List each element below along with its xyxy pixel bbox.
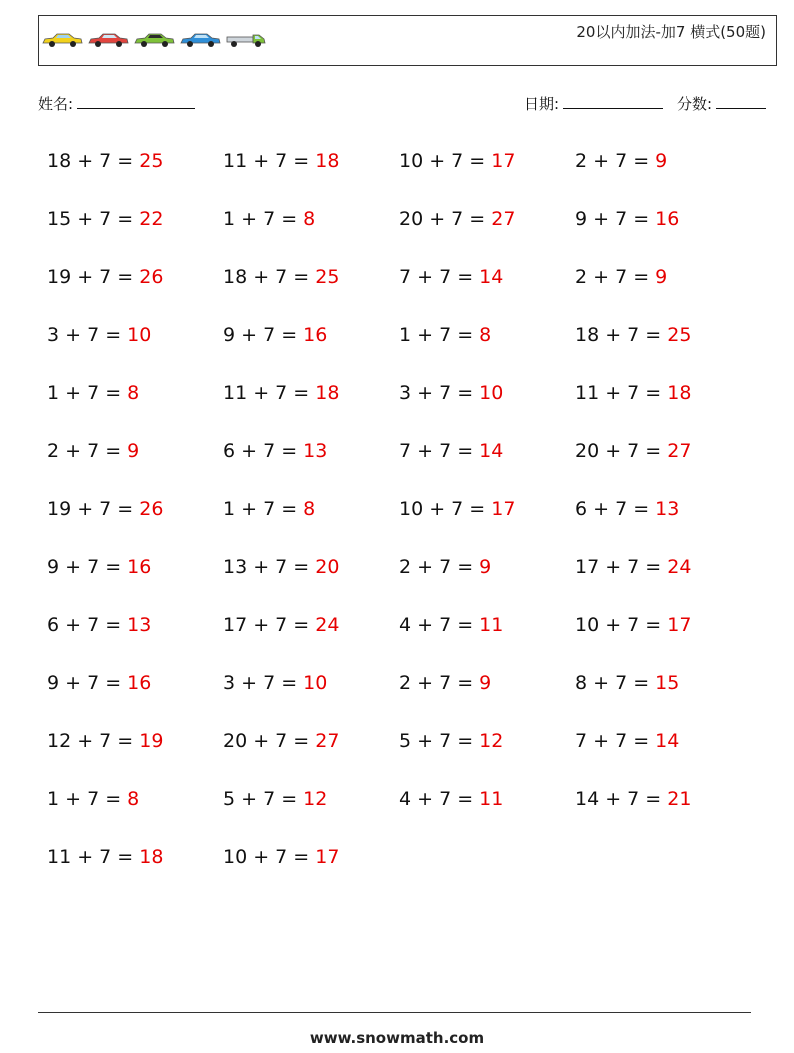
problem-item bbox=[575, 724, 745, 758]
problem-answer: 20 bbox=[315, 556, 340, 578]
problem-question: 2 + 7 = bbox=[399, 672, 474, 694]
problem-item bbox=[575, 608, 745, 642]
problem-answer: 17 bbox=[667, 614, 692, 636]
problem-question: 1 + 7 = bbox=[47, 788, 122, 810]
problem-item bbox=[399, 434, 569, 468]
problem-answer: 11 bbox=[479, 788, 504, 810]
date-input-line[interactable] bbox=[563, 94, 663, 109]
problem-item bbox=[223, 782, 393, 816]
problem-item bbox=[223, 608, 393, 642]
problem-answer: 17 bbox=[491, 498, 516, 520]
problem-question: 11 + 7 = bbox=[223, 382, 310, 404]
problem-item bbox=[399, 376, 569, 410]
problem-item bbox=[399, 492, 569, 526]
blue-car-icon bbox=[179, 31, 221, 49]
problem-answer: 9 bbox=[127, 440, 140, 462]
score-input-line[interactable] bbox=[716, 94, 766, 109]
problem-answer: 16 bbox=[303, 324, 328, 346]
problem-question: 8 + 7 = bbox=[575, 672, 650, 694]
problem-item bbox=[575, 434, 745, 468]
red-car-icon bbox=[87, 31, 129, 49]
problem-answer: 19 bbox=[139, 730, 164, 752]
problem-question: 13 + 7 = bbox=[223, 556, 310, 578]
problem-answer: 16 bbox=[127, 556, 152, 578]
problem-item bbox=[223, 550, 393, 584]
problem-question: 5 + 7 = bbox=[399, 730, 474, 752]
problem-question: 18 + 7 = bbox=[47, 150, 134, 172]
problem-answer: 18 bbox=[667, 382, 692, 404]
problem-item bbox=[399, 782, 569, 816]
problem-item bbox=[47, 608, 217, 642]
date-label: 日期: bbox=[524, 95, 560, 113]
problem-item bbox=[47, 724, 217, 758]
problem-question: 19 + 7 = bbox=[47, 266, 134, 288]
problem-answer: 25 bbox=[139, 150, 164, 172]
problem-question: 12 + 7 = bbox=[47, 730, 134, 752]
problem-question: 11 + 7 = bbox=[47, 846, 134, 868]
problem-answer: 13 bbox=[303, 440, 328, 462]
problem-question: 10 + 7 = bbox=[223, 846, 310, 868]
problem-answer: 12 bbox=[479, 730, 504, 752]
problem-answer: 24 bbox=[315, 614, 340, 636]
problem-answer: 14 bbox=[479, 266, 504, 288]
problem-answer: 14 bbox=[655, 730, 680, 752]
problem-question: 3 + 7 = bbox=[47, 324, 122, 346]
footer-url: www.snowmath.com bbox=[309, 1029, 485, 1047]
problem-answer: 22 bbox=[139, 208, 164, 230]
problem-item bbox=[223, 724, 393, 758]
problem-item bbox=[47, 840, 217, 874]
problem-item bbox=[47, 550, 217, 584]
problem-item bbox=[575, 144, 745, 178]
problem-question: 10 + 7 = bbox=[399, 498, 486, 520]
problem-answer: 17 bbox=[315, 846, 340, 868]
problem-item bbox=[575, 376, 745, 410]
problem-question: 6 + 7 = bbox=[47, 614, 122, 636]
car-icon-strip bbox=[41, 31, 267, 49]
problem-question: 10 + 7 = bbox=[575, 614, 662, 636]
problem-item bbox=[575, 260, 745, 294]
problem-answer: 26 bbox=[139, 266, 164, 288]
problem-item bbox=[575, 550, 745, 584]
name-label: 姓名: bbox=[38, 95, 74, 113]
problem-answer: 9 bbox=[479, 672, 492, 694]
name-field bbox=[38, 93, 195, 114]
problem-question: 17 + 7 = bbox=[223, 614, 310, 636]
problem-question: 7 + 7 = bbox=[399, 266, 474, 288]
problem-answer: 16 bbox=[655, 208, 680, 230]
problem-question: 19 + 7 = bbox=[47, 498, 134, 520]
problem-item bbox=[47, 376, 217, 410]
problem-answer: 8 bbox=[303, 498, 316, 520]
problem-answer: 10 bbox=[127, 324, 152, 346]
problem-answer: 14 bbox=[479, 440, 504, 462]
problem-item bbox=[399, 202, 569, 236]
problem-item bbox=[399, 550, 569, 584]
problem-question: 17 + 7 = bbox=[575, 556, 662, 578]
problem-answer: 25 bbox=[667, 324, 692, 346]
problem-answer: 13 bbox=[655, 498, 680, 520]
problem-item bbox=[47, 202, 217, 236]
problem-answer: 8 bbox=[127, 382, 140, 404]
problem-answer: 8 bbox=[303, 208, 316, 230]
problem-question: 1 + 7 = bbox=[223, 208, 298, 230]
problem-question: 15 + 7 = bbox=[47, 208, 134, 230]
problem-answer: 21 bbox=[667, 788, 692, 810]
problem-answer: 17 bbox=[491, 150, 516, 172]
problem-item bbox=[223, 376, 393, 410]
problem-answer: 27 bbox=[315, 730, 340, 752]
yellow-car-icon bbox=[41, 31, 83, 49]
problem-answer: 12 bbox=[303, 788, 328, 810]
problem-question: 2 + 7 = bbox=[47, 440, 122, 462]
problem-question: 20 + 7 = bbox=[223, 730, 310, 752]
problem-question: 3 + 7 = bbox=[223, 672, 298, 694]
problem-question: 9 + 7 = bbox=[47, 672, 122, 694]
problem-question: 1 + 7 = bbox=[399, 324, 474, 346]
footer-divider bbox=[38, 1012, 751, 1013]
problem-question: 14 + 7 = bbox=[575, 788, 662, 810]
problem-answer: 18 bbox=[315, 150, 340, 172]
problem-answer: 13 bbox=[127, 614, 152, 636]
problem-question: 11 + 7 = bbox=[223, 150, 310, 172]
problem-item bbox=[399, 144, 569, 178]
problem-item bbox=[47, 434, 217, 468]
problem-answer: 27 bbox=[491, 208, 516, 230]
problem-answer: 10 bbox=[479, 382, 504, 404]
problem-item bbox=[223, 840, 393, 874]
problem-item bbox=[223, 666, 393, 700]
problem-item bbox=[47, 492, 217, 526]
problem-answer: 18 bbox=[139, 846, 164, 868]
problem-answer: 26 bbox=[139, 498, 164, 520]
problem-question: 2 + 7 = bbox=[575, 150, 650, 172]
worksheet-title: 20以内加法-加7 横式(50题) bbox=[576, 23, 766, 41]
problem-question: 18 + 7 = bbox=[575, 324, 662, 346]
problem-item bbox=[223, 318, 393, 352]
problem-answer: 25 bbox=[315, 266, 340, 288]
problem-answer: 15 bbox=[655, 672, 680, 694]
problem-item bbox=[47, 144, 217, 178]
problem-question: 6 + 7 = bbox=[575, 498, 650, 520]
problem-question: 10 + 7 = bbox=[399, 150, 486, 172]
problem-question: 7 + 7 = bbox=[575, 730, 650, 752]
problem-question: 5 + 7 = bbox=[223, 788, 298, 810]
problem-answer: 27 bbox=[667, 440, 692, 462]
problem-item bbox=[47, 666, 217, 700]
problem-item bbox=[47, 318, 217, 352]
problem-question: 1 + 7 = bbox=[47, 382, 122, 404]
problem-item bbox=[223, 492, 393, 526]
problem-question: 2 + 7 = bbox=[399, 556, 474, 578]
problem-item bbox=[575, 202, 745, 236]
problem-question: 3 + 7 = bbox=[399, 382, 474, 404]
problem-answer: 24 bbox=[667, 556, 692, 578]
problem-answer: 11 bbox=[479, 614, 504, 636]
problem-question: 1 + 7 = bbox=[223, 498, 298, 520]
problem-item bbox=[399, 260, 569, 294]
problem-question: 11 + 7 = bbox=[575, 382, 662, 404]
problem-item bbox=[399, 318, 569, 352]
problem-question: 20 + 7 = bbox=[575, 440, 662, 462]
problem-item bbox=[223, 202, 393, 236]
problem-answer: 18 bbox=[315, 382, 340, 404]
green-car-icon bbox=[133, 31, 175, 49]
problem-answer: 8 bbox=[479, 324, 492, 346]
problem-item bbox=[575, 666, 745, 700]
problem-item bbox=[223, 144, 393, 178]
problem-answer: 16 bbox=[127, 672, 152, 694]
problem-answer: 10 bbox=[303, 672, 328, 694]
score-field bbox=[677, 93, 766, 114]
problem-question: 4 + 7 = bbox=[399, 614, 474, 636]
problem-answer: 8 bbox=[127, 788, 140, 810]
problem-question: 9 + 7 = bbox=[223, 324, 298, 346]
problem-item bbox=[399, 666, 569, 700]
problem-answer: 9 bbox=[655, 150, 668, 172]
problem-answer: 9 bbox=[479, 556, 492, 578]
problem-question: 7 + 7 = bbox=[399, 440, 474, 462]
green-truck-icon bbox=[225, 31, 267, 49]
problem-item bbox=[575, 318, 745, 352]
problem-item bbox=[223, 260, 393, 294]
problem-question: 20 + 7 = bbox=[399, 208, 486, 230]
score-label: 分数: bbox=[677, 95, 713, 113]
problem-question: 9 + 7 = bbox=[47, 556, 122, 578]
problem-question: 9 + 7 = bbox=[575, 208, 650, 230]
problem-item bbox=[575, 492, 745, 526]
problem-item bbox=[399, 608, 569, 642]
problem-question: 18 + 7 = bbox=[223, 266, 310, 288]
problem-item bbox=[47, 260, 217, 294]
problem-answer: 9 bbox=[655, 266, 668, 288]
problem-item bbox=[223, 434, 393, 468]
date-field bbox=[524, 93, 663, 114]
problem-item bbox=[47, 782, 217, 816]
problem-item bbox=[399, 724, 569, 758]
problem-question: 6 + 7 = bbox=[223, 440, 298, 462]
problem-question: 2 + 7 = bbox=[575, 266, 650, 288]
problem-item bbox=[575, 782, 745, 816]
header-box bbox=[38, 15, 777, 66]
problem-question: 4 + 7 = bbox=[399, 788, 474, 810]
name-input-line[interactable] bbox=[77, 94, 195, 109]
